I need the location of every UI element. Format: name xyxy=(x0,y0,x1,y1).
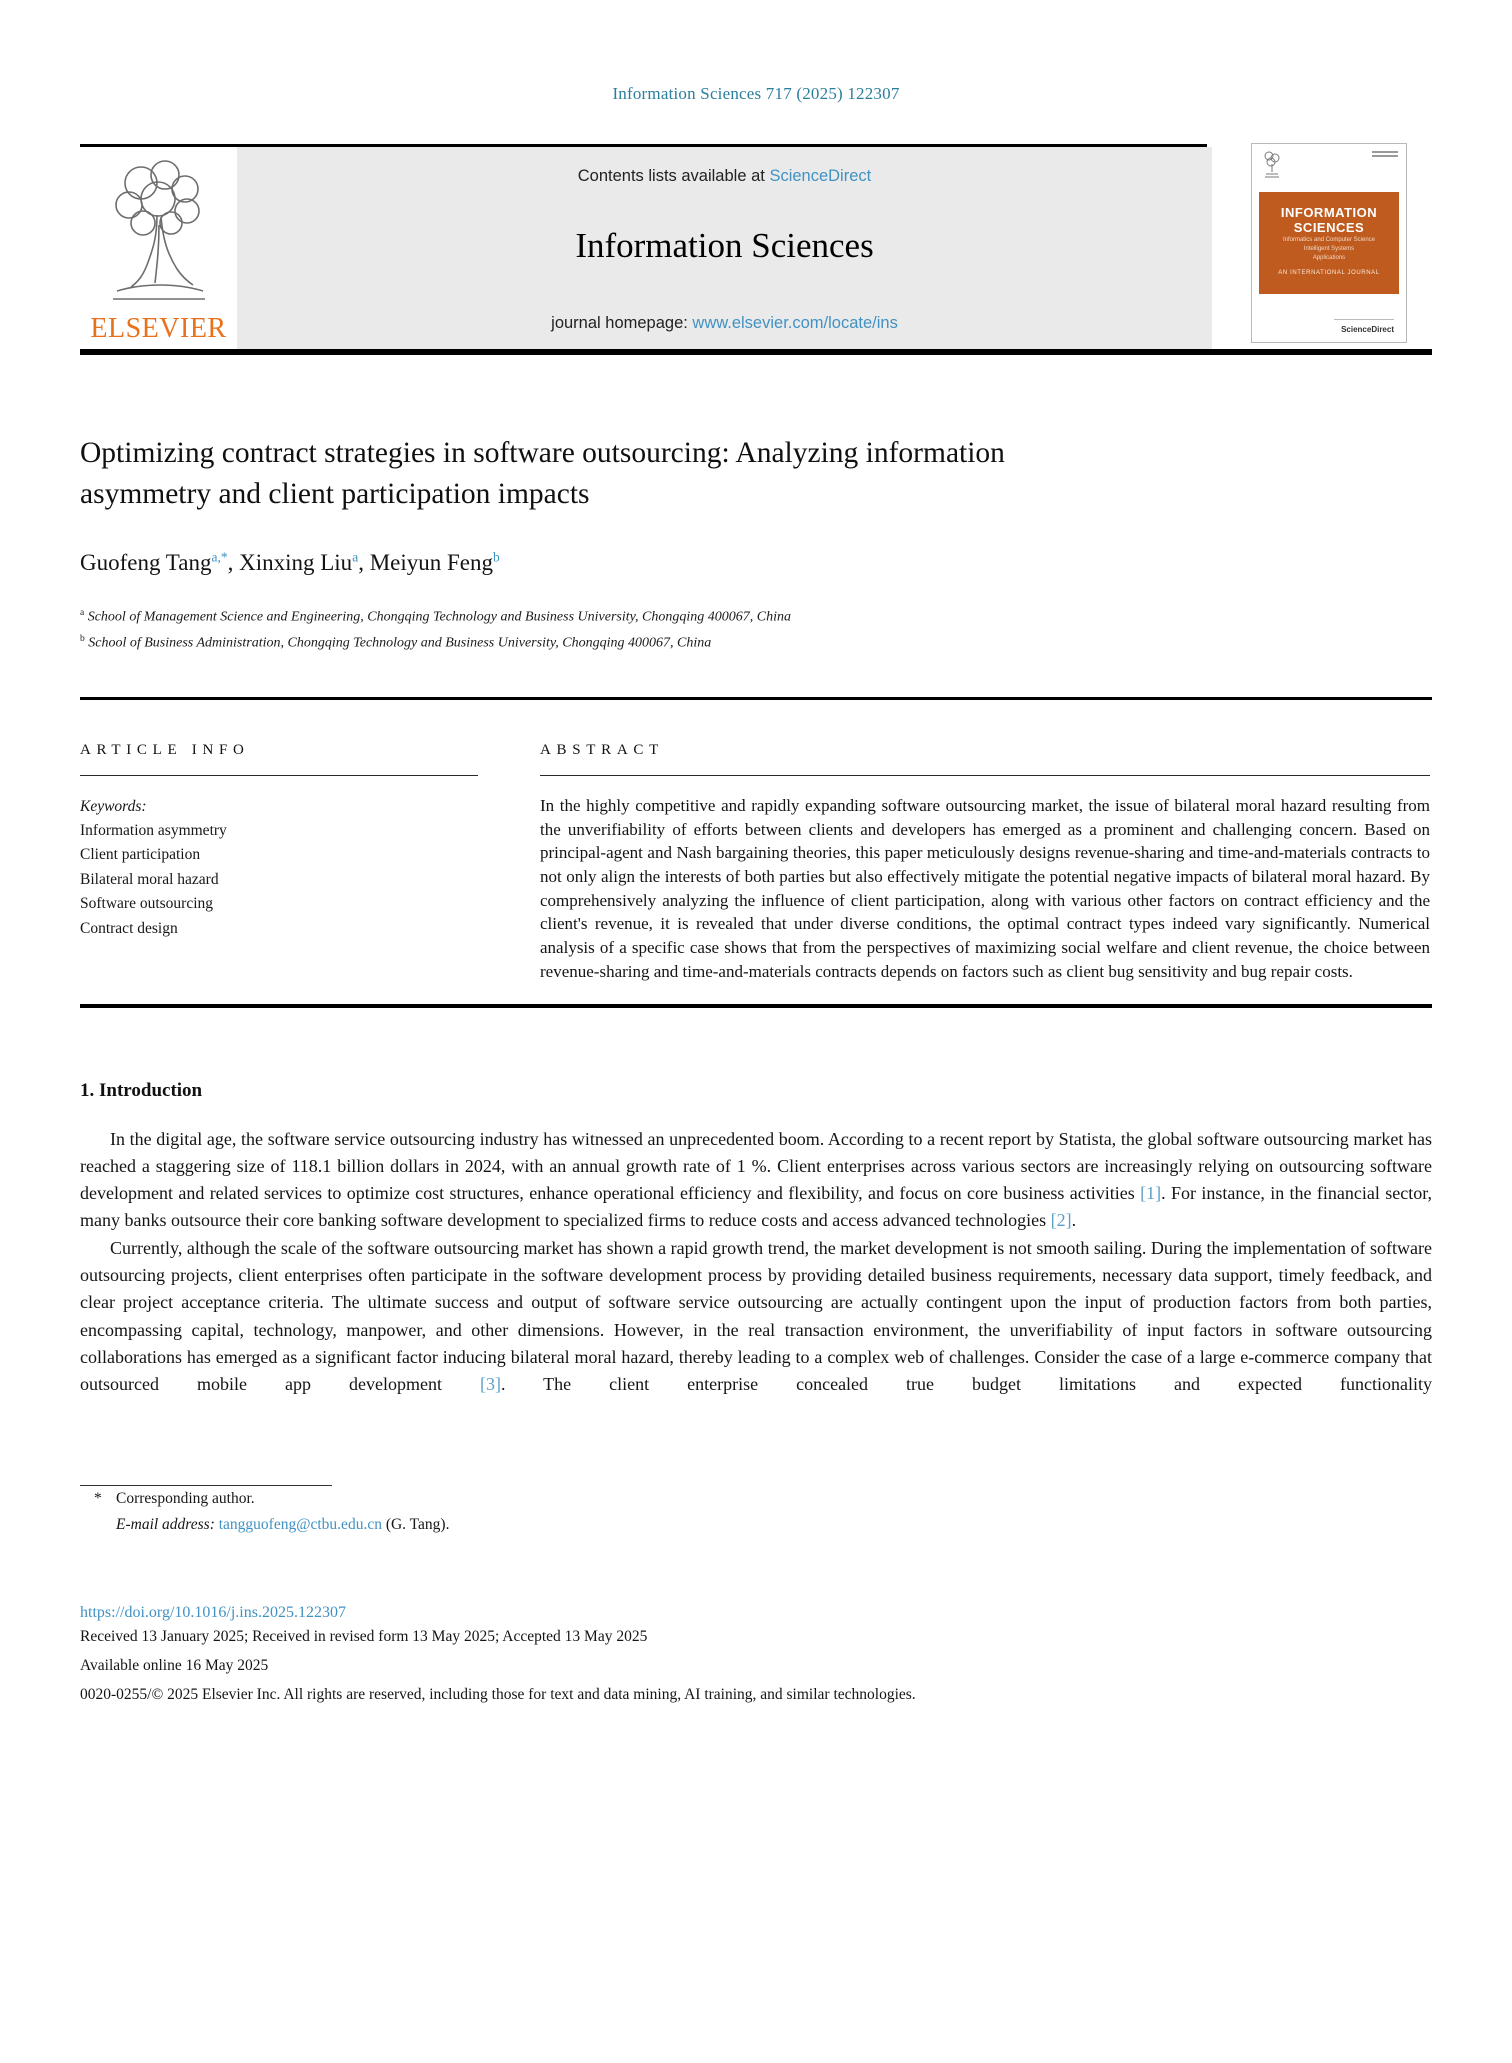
email-link[interactable]: tangguofeng@ctbu.edu.cn xyxy=(218,1515,382,1533)
corresponding-text: Corresponding author. xyxy=(116,1489,255,1507)
affiliation-a: $^a$ School of Management Science and Engineering, Chongqing Technology and Business University, Chongqing 400067, China xyxy=(80,607,792,625)
citation-ref-2[interactable]: [2] xyxy=(1050,1210,1072,1231)
paragraph-text: . xyxy=(1071,1210,1077,1231)
cover-brand: ScienceDirect xyxy=(1341,325,1394,334)
keyword: Information asymmetry xyxy=(80,821,227,839)
cover-divider xyxy=(1334,319,1394,320)
section-heading-introduction: 1. Introduction xyxy=(80,1079,203,1101)
article-title: Optimizing contract strategies in software outsourcing: Analyzing information asymmetry and client participation impacts xyxy=(80,437,1005,510)
keyword: Client participation xyxy=(80,846,201,864)
intro-paragraph-1 xyxy=(80,1126,1432,1235)
journal-banner-box xyxy=(237,147,1212,349)
abstract-column xyxy=(540,742,1430,984)
cover-subtitle-3: Applications xyxy=(1312,255,1346,261)
elsevier-wordmark: ELSEVIER xyxy=(90,313,227,344)
author-2: Xinxing Liu$^a$, xyxy=(239,549,370,575)
footnote-marker: * xyxy=(94,1489,102,1507)
cover-tree-icon xyxy=(1262,150,1282,178)
abstract-rule xyxy=(540,775,1430,776)
copyright-line: 0020-0255/© 2025 Elsevier Inc. All rights are reserved, including those for text and data mining, AI training, and similar technologies. xyxy=(80,1685,916,1703)
keyword: Contract design xyxy=(80,919,178,937)
keyword: Software outsourcing xyxy=(80,895,214,913)
email-label: E-mail address: xyxy=(116,1515,219,1533)
doi-line xyxy=(80,1604,1432,1622)
cover-subtitle-1: Informatics and Computer Science xyxy=(1282,237,1376,243)
article-info-rule xyxy=(80,775,478,776)
affiliation-b: $^b$ School of Business Administration, Chongqing Technology and Business University, Chongqing 400067, China xyxy=(80,634,712,651)
paragraph-text: In the digital age, the software service outsourcing industry has witnessed an unprecedented boom. According to a recent report by Statista, the global software outsourcing market has reached a staggering size of 118.1 billion dollars in 2024, with an annual growth rate of 1 %. Client enterprises across various sectors are increasingly relying on outsourcing software development and related services to optimize cost structures, enhance operational efficiency and flexibility, and focus on core business activities xyxy=(80,1128,1432,1204)
email-suffix: (G. Tang). xyxy=(381,1515,450,1533)
cover-title-line1: INFORMATION xyxy=(1280,205,1378,220)
intro-paragraph-2 xyxy=(80,1235,1432,1399)
journal-citation: Information Sciences 717 (2025) 122307 xyxy=(612,84,900,103)
article-info-column xyxy=(80,742,478,984)
journal-homepage-link[interactable]: www.elsevier.com/locate/ins xyxy=(692,314,898,332)
paragraph-text: Currently, although the scale of the software outsourcing market has shown a rapid growth trend, the market development is not smooth sailing. During the implementation of software outsourcing projects, client enterprises often participate in the software development process by providing detailed business requirements, necessary data support, timely feedback, and clear project acceptance criteria. The ultimate success and output of software service outsourcing are actually contingent upon the input of production factors from both parties, encompassing capital, technology, manpower, and other dimensions. However, in the real transaction environment, the unverifiability of input factors in software outsourcing collaborations has emerged as a significant factor inducing bilateral moral hazard, thereby leading to a complex web of challenges. Consider the case of a large e-commerce company that outsourced mobile app development xyxy=(80,1237,1432,1395)
cover-title-line2: SCIENCES xyxy=(1293,220,1365,235)
header-bottom-rule xyxy=(80,349,1432,355)
cover-international: AN INTERNATIONAL JOURNAL xyxy=(1278,270,1380,276)
author-2-affil-mark[interactable]: a xyxy=(352,549,359,564)
cover-subtitle-2: Intelligent Systems xyxy=(1303,246,1355,252)
corresponding-author-note xyxy=(80,1486,1432,1512)
contents-text: Contents lists available at xyxy=(577,167,770,185)
homepage-text: journal homepage: xyxy=(551,314,693,332)
cover-title-block xyxy=(1259,192,1399,294)
available-online: Available online 16 May 2025 xyxy=(80,1656,269,1674)
keywords-label: Keywords: xyxy=(80,797,147,815)
keyword: Bilateral moral hazard xyxy=(80,870,219,888)
journal-name: Information Sciences xyxy=(575,226,874,265)
paragraph-text: . The client enterprise concealed true budget limitations and expected functionality xyxy=(500,1374,1432,1395)
citation-ref-3[interactable]: [3] xyxy=(479,1374,501,1395)
elsevier-tree-icon xyxy=(103,153,215,311)
abstract-text: In the highly competitive and rapidly expanding software outsourcing market, the issue of bilateral moral hazard resulting from the unverifiability of efforts between clients and developers has emerged as a prominent and challenging concern. Based on principal-agent and Nash bargaining theories, this paper meticulously designs revenue-sharing and time-and-materials contracts to not only align the interests of both parties but also effectively mitigate the potential negative impacts of bilateral moral hazard. By comprehensively analyzing the influence of client participation, along with various other factors on contract efficiency and the client's revenue, it is revealed that under diverse conditions, the optimal contract types indeed vary significantly. Numerical analysis of a specific case shows that from the perspectives of maximizing social welfare and client revenue, the choice between revenue-sharing and time-and-materials contracts depends on factors such as client bug sensitivity and bug repair costs. xyxy=(540,795,1430,981)
contents-line xyxy=(237,167,1212,186)
affiliations xyxy=(80,602,1432,655)
article-info-heading: ARTICLE INFO xyxy=(80,741,250,758)
info-abstract-block xyxy=(80,700,1432,1004)
author-3: Meiyun Feng$^b$ xyxy=(369,549,500,575)
cover-issue-text xyxy=(1372,151,1398,159)
info-bottom-rule xyxy=(80,1004,1432,1008)
author-1: Guofeng Tang$^{a,*}$, xyxy=(80,549,240,575)
journal-cover-thumbnail[interactable] xyxy=(1251,143,1407,343)
journal-header-banner xyxy=(80,147,1432,349)
elsevier-logo xyxy=(80,147,237,349)
author-line xyxy=(80,549,1432,576)
author-3-affil-mark[interactable]: b xyxy=(493,549,500,564)
citation-ref-1[interactable]: [1] xyxy=(1140,1183,1162,1204)
doi-link[interactable]: https://doi.org/10.1016/j.ins.2025.122307 xyxy=(80,1603,346,1621)
email-note xyxy=(80,1512,1432,1538)
cover-top xyxy=(1252,144,1406,192)
abstract-heading: ABSTRACT xyxy=(540,741,664,758)
homepage-line xyxy=(237,314,1212,333)
author-1-affil-mark[interactable]: a,* xyxy=(211,549,228,564)
received-dates: Received 13 January 2025; Received in revised form 13 May 2025; Accepted 13 May 2025 xyxy=(80,1627,648,1645)
paragraph-text: . For instance, in the financial sector, many banks outsource their core banking software development to specialized firms to reduce costs and access advanced technologies xyxy=(80,1183,1433,1231)
sciencedirect-link[interactable]: ScienceDirect xyxy=(769,167,872,185)
